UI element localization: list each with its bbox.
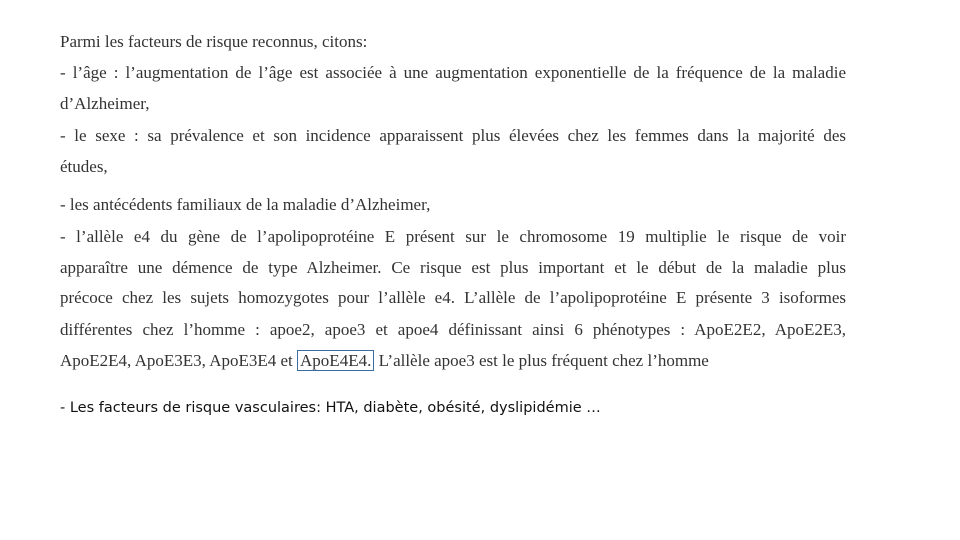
allele-line-5 <box>60 349 846 373</box>
age-line-1: - l’âge : l’augmentation de l’âge est associée à une augmentation exponentielle de la fréquence de la maladie <box>60 63 846 82</box>
allele-line-3: précoce chez les sujets homozygotes pour l’allèle e4. L’allèle de l’apolipoprotéine E présente 3 isoformes <box>60 288 846 307</box>
age-line-2: d’Alzheimer, <box>60 94 150 113</box>
allele-line-4: différentes chez l’homme : apoe2, apoe3 et apoe4 définissant ainsi 6 phénotypes : ApoE2E2, ApoE2E3, <box>60 320 846 339</box>
intro-line: Parmi les facteurs de risque reconnus, citons: <box>60 32 368 51</box>
apoe3-frequency-text: L’allèle apoe3 est le plus fréquent chez l’homme <box>378 351 709 370</box>
allele-line-1: - l’allèle e4 du gène de l’apolipoprotéine E présent sur le chromosome 19 multiplie le risque de voir <box>60 227 846 246</box>
sex-line-2: études, <box>60 157 108 176</box>
vascular-risk-bullet: - Les facteurs de risque vasculaires: HTA, diabète, obésité, dyslipidémie … <box>60 400 601 416</box>
allele-line-2: apparaître une démence de type Alzheimer. Ce risque est plus important et le début de la maladie plus <box>60 258 846 277</box>
phenotypes-text: ApoE2E4, ApoE3E3, ApoE3E4 et <box>60 351 293 370</box>
family-history-line: - les antécédents familiaux de la maladie d’Alzheimer, <box>60 195 431 214</box>
highlighted-phenotype-apoe4e4: ApoE4E4. <box>297 350 374 371</box>
sex-line-1: - le sexe : sa prévalence et son incidence apparaissent plus élevées chez les femmes dans la majorité des <box>60 126 846 145</box>
